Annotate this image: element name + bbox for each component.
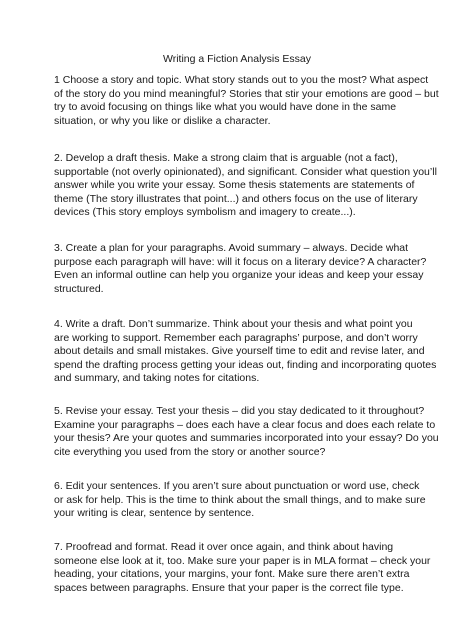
section-3 [54,242,434,296]
section-4-line-1: 4. Write a draft. Don’t summarize. Think about your thesis and what point you [54,318,413,330]
section-5 [54,405,439,459]
section-2-line-4: theme (The story illustrates that point...) and others focus on the use of literary [54,192,418,205]
section-1-line-4: situation, or why you like or dislike a character. [54,114,271,127]
section-2-line-3: answer while you write your essay. Some thesis statements are statements of [54,179,415,191]
section-7 [54,541,434,595]
section-1-line-2: of the story do you mind meaningful? Stories that stir your emotions are good – but [54,87,439,100]
section-6-line-1: 6. Edit your sentences. If you aren’t sure about punctuation or word use, check [54,480,420,492]
section-6 [54,480,434,521]
section-5-line-4: cite everything you used from the story or another source? [54,445,326,458]
document-title: Writing a Fiction Analysis Essay [162,53,312,65]
section-7-line-3: heading, your citations, your margins, your font. Make sure there aren’t extra [54,568,410,580]
section-2-line-2: supportable (not overly opinionated), and significant. Consider what question you’ll [54,165,437,178]
section-1-line-1: 1 Choose a story and topic. What story stands out to you the most? What aspect [54,74,429,86]
section-2 [54,152,437,220]
section-2-line-1: 2. Develop a draft thesis. Make a strong claim that is arguable (not a fact), [54,152,398,164]
section-4-line-2: are working to support. Remember each paragraphs’ purpose, and don’t worry [54,331,418,344]
section-4-line-5: and summary, and taking notes for citations. [54,372,260,384]
section-3-line-3: Even an informal outline can help you organize your ideas and keep your essay [54,269,424,281]
section-5-line-3: your thesis? Are your quotes and summaries incorporated into your essay? Do you [54,432,439,444]
section-4-line-3: about details and small mistakes. Give yourself time to edit and revise later, and [54,345,425,357]
section-6-line-3: your writing is clear, sentence by sentence. [54,507,255,519]
section-3-line-4: structured. [54,282,104,295]
section-7-line-2: someone else look at it, too. Make sure your paper is in MLA format – check your [54,554,431,567]
section-4-line-4: spend the drafting process getting your ideas out, finding and incorporating quotes [54,358,437,371]
section-4 [54,318,437,386]
section-7-line-1: 7. Proofread and format. Read it over once again, and think about having [54,541,394,553]
section-5-line-2: Examine your paragraphs – does each have a clear focus and does each relate to [54,418,436,431]
section-6-line-2: or ask for help. This is the time to think about the small things, and to make sure [54,493,426,506]
section-1 [54,74,439,128]
section-3-line-2: purpose each paragraph will have: will it focus on a literary device? A character? [54,255,427,268]
section-3-line-1: 3. Create a plan for your paragraphs. Avoid summary – always. Decide what [54,242,409,254]
section-2-line-5: devices (This story employs symbolism and imagery to create...). [54,206,356,218]
section-7-line-4: spaces between paragraphs. Ensure that your paper is the correct file type. [54,581,404,594]
section-1-line-3: try to avoid focusing on things like what you would have done in the same [54,101,397,113]
section-5-line-1: 5. Revise your essay. Test your thesis – did you stay dedicated to it throughout? [54,405,425,417]
